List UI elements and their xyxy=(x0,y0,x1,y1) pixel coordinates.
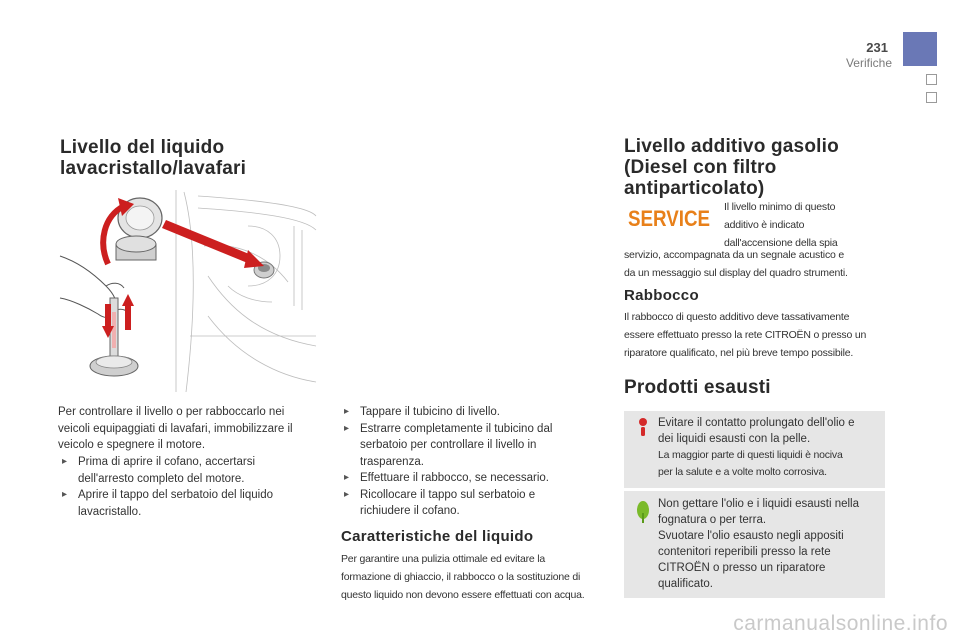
warning-text: Evitare il contatto prolungato dell'olio e dei liquidi esausti con la pelle. La maggior parte di questi liquidi è nociva per la salute e a volte molto corrosiva. xyxy=(658,417,855,478)
warning-notice xyxy=(624,411,885,488)
fluid-specs-text: Per garantire una pulizia ottimale ed evitare la formazione di ghiaccio, il rabbocco o la sostituzione di questo liquido non devono essere effettuati con acqua. xyxy=(341,553,585,601)
additive-text-short: Il livello minimo di questo additivo è indicato dall'accensione della spia xyxy=(724,201,838,249)
list-item: ▸ Ricollocare il tappo sul serbatoio e richiudere il cofano. xyxy=(340,487,610,520)
washer-steps-right xyxy=(340,404,610,520)
washer-steps-left xyxy=(58,454,320,520)
additive-text-full: servizio, accompagnata da un segnale acustico e da un messaggio sul display del quadro strumenti. xyxy=(624,249,848,279)
rabbocco-text: Il rabbocco di questo additivo deve tassativamente essere effettuato presso la rete CITROËN o presso un riparatore qualificato, nel più breve tempo possibile. xyxy=(624,311,867,359)
washer-reservoir-illustration xyxy=(58,186,320,396)
section-label: Verifiche xyxy=(845,56,892,70)
washer-title: Livello del liquido lavacristallo/lavafari xyxy=(60,137,247,179)
svg-text:SERVICE: SERVICE xyxy=(628,206,710,231)
eco-text: Non gettare l'olio e i liquidi esausti nella fognatura o per terra. Svuotare l'olio esausto negli appositi contenitori reperibili presso la rete CITROËN o presso un riparatore qualificato. xyxy=(658,498,860,590)
eco-notice xyxy=(624,491,885,598)
washer-intro: Per controllare il livello o per rabboccarlo nei veicoli equipaggiati di lavafari, immobilizzare il veicolo e spegnere il motore. xyxy=(58,406,293,451)
fluid-specs-title: Caratteristiche del liquido xyxy=(341,528,534,545)
service-warning-icon xyxy=(626,205,712,231)
leaf-icon xyxy=(634,501,652,523)
warning-icon xyxy=(634,417,652,437)
list-item: ▸ Prima di aprire il cofano, accertarsi dell'arresto completo del motore. xyxy=(58,454,320,487)
additive-title: Livello additivo gasolio (Diesel con filtro antiparticolato) xyxy=(624,136,839,199)
tab-box-2 xyxy=(926,92,937,103)
list-item: ▸ Aprire il tappo del serbatoio del liquido lavacristallo. xyxy=(58,487,320,520)
tab-box-1 xyxy=(926,74,937,85)
rabbocco-title: Rabbocco xyxy=(624,287,699,304)
list-item: ▸ Estrarre completamente il tubicino dal serbatoio per controllare il livello in trasparenza. xyxy=(340,421,610,471)
prodotti-title: Prodotti esausti xyxy=(624,377,771,398)
section-tab xyxy=(903,32,937,66)
list-item: ▸ Tappare il tubicino di livello. xyxy=(340,404,610,421)
watermark: carmanualsonline.info xyxy=(733,612,948,635)
list-item: ▸ Effettuare il rabbocco, se necessario. xyxy=(340,470,610,487)
page-number: 231 xyxy=(866,40,888,55)
